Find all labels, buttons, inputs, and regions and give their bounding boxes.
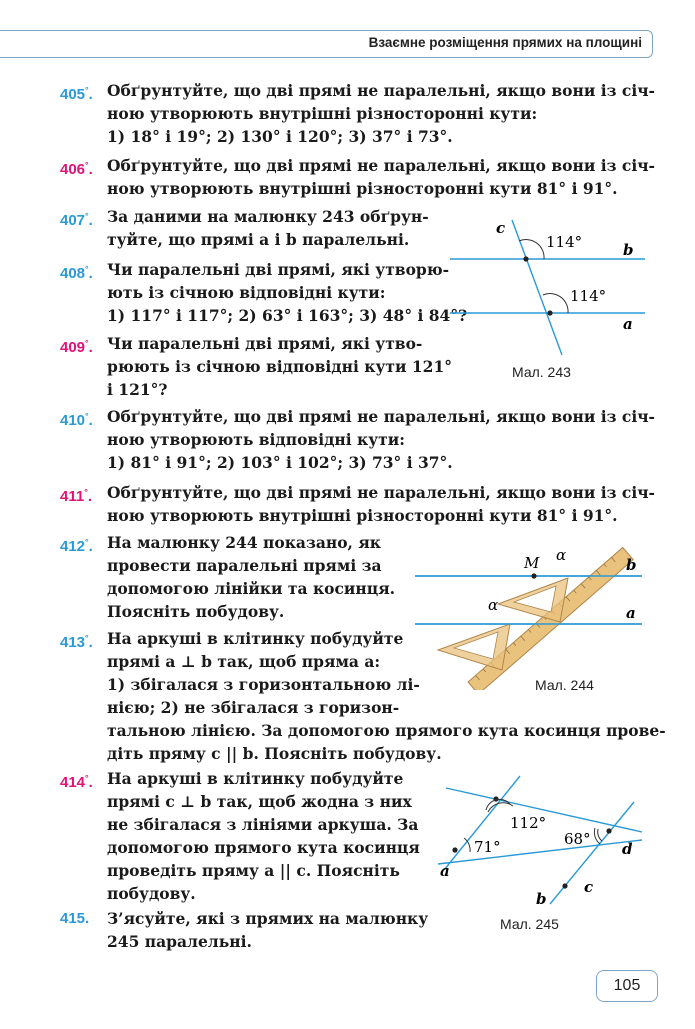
problem-text-line: прямі a ⊥ b так, щоб пряма a: [107,652,381,671]
problem-number: 415 [60,910,86,927]
problem-text-line: Чи паралельні дві прямі, які утворю- [107,260,450,279]
label-alpha: α [488,596,499,614]
problem-text-line: Поясніть побудову. [107,602,285,621]
angle-label: 71° [474,838,501,856]
problem-text-line: 1) 81° і 91°; 2) 103° і 102°; 3) 73° і 37°. [107,453,453,472]
angle-label: 114° [546,233,583,251]
angle-label: 112° [510,814,547,832]
label-a: a [626,604,636,622]
label-b: b [623,241,634,259]
angle-label: 114° [570,287,607,305]
problem-text-line: На малюнку 244 показано, як [107,533,381,552]
label-a: a [440,862,450,880]
label-d: d [622,840,633,858]
problem-text-line: 1) 18° і 19°; 2) 130° і 120°; 3) 37° і 73°. [107,127,453,146]
figure-244 [410,540,650,690]
problem-text-line: З’ясуйте, які з прямих на малюнку [107,909,429,928]
problem-text-line: На аркуші в клітинку побудуйте [107,769,404,788]
label-a: a [623,315,633,333]
problem-text-line: не збігалася з лініями аркуша. За [107,815,419,834]
problem-text-line: 245 паралельні. [107,932,252,951]
problem-412: 412°. На малюнку 244 показано, як провести паралельні прямі за допомогою лінійки та косинця. Поясніть побудову. [60,533,396,621]
figure-243 [440,215,650,380]
problem-text-line: побудову. [107,884,196,903]
label-c: c [584,878,594,896]
problem-text-line: Обґрунтуйте, що дві прямі не паралельні, якщо вони із січ- [107,407,655,426]
problem-number: 408 [60,265,86,282]
label-b: b [626,556,637,574]
label-alpha: α [556,546,567,564]
problem-text-line: провести паралельні прямі за [107,556,382,575]
problem-text-line: 1) збігалася з горизонтальною лі- [107,675,420,694]
problem-number: 414 [60,774,86,791]
problem-text-line: допомогою прямого кута косинця [107,838,420,857]
label-b: b [536,890,547,908]
problem-414: 414°. На аркуші в клітинку побудуйте прямі c ⊥ b так, щоб жодна з них не збігалася з лініями аркуша. За допомогою прямого кута косинця проведіть пряму a || c. Поясніть побудову. [60,769,420,903]
problem-413: 413°. На аркуші в клітинку побудуйте прямі a ⊥ b так, щоб пряма a: 1) збігалася з горизонтальною лі- нією; 2) не збігалася з горизон- тальною лінією. За допомогою прямого кута косинця прове- діть пряму c || b. Поясніть побудову. [60,629,666,763]
problem-text-line: діть пряму c || b. Поясніть побудову. [107,744,442,763]
problem-number: 411 [60,488,85,505]
figure-caption: Мал. 244 [535,677,594,693]
problem-text-line: Обґрунтуйте, що дві прямі не паралельні, якщо вони із січ- [107,156,655,175]
label-M: M [524,554,540,572]
angle-label: 68° [564,830,591,848]
problem-number: 405 [60,86,86,103]
problem-text-line: Чи паралельні дві прямі, які утво- [107,334,423,353]
problem-text-line: туйте, що прямі a і b паралельні. [107,230,410,249]
figure-caption: Мал. 243 [512,364,571,380]
problem-number: 407 [60,212,86,229]
chapter-title: Взаємне розміщення прямих на площині [368,35,642,50]
problem-text-line: Обґрунтуйте, що дві прямі не паралельні, якщо вони із січ- [107,81,655,100]
problem-407: 407°. За даними на малюнку 243 обґрун- туйте, що прямі a і b паралельні. [60,207,429,249]
problem-number: 409 [60,339,86,356]
page-number: 105 [613,977,641,994]
problem-text-line: рюють із січною відповідні кути 121° [107,357,452,376]
problem-text-line: ною утворюють внутрішні різносторонні кути: [107,104,538,123]
problem-405: 405°. Обґрунтуйте, що дві прямі не паралельні, якщо вони із січ- ною утворюють внутрішні різносторонні кути: 1) 18° і 19°; 2) 130° і 120°; 3) 37° і 73°. [60,81,655,146]
problem-number: 412 [60,538,86,555]
problem-408: 408°. Чи паралельні дві прямі, які утворю- ють із січною відповідні кути: 1) 117° і 117°; 2) 63° і 163°; 3) 48° і 84°? [60,260,468,325]
problem-text-line: 1) 117° і 117°; 2) 63° і 163°; 3) 48° і 84°? [107,306,468,325]
problem-text-line: ною утворюють внутрішні різносторонні кути 81° і 91°. [107,506,618,525]
page-number-box [596,970,658,1002]
problem-text-line: ють із січною відповідні кути: [107,283,386,302]
problem-410: 410°. Обґрунтуйте, що дві прямі не паралельні, якщо вони із січ- ною утворюють відповідні кути: 1) 81° і 91°; 2) 103° і 102°; 3) 73° і 37°. [60,407,655,472]
problem-text-line: нією; 2) не збігалася з горизон- [107,698,400,717]
chapter-header [0,30,653,58]
problem-text-line: тальною лінією. За допомогою прямого кута косинця прове- [107,721,666,740]
problem-text-line: допомогою лінійки та косинця. [107,579,396,598]
problem-409: 409°. Чи паралельні дві прямі, які утво- рюють із січною відповідні кути 121° і 121°? [60,334,452,399]
problem-text-line: Обґрунтуйте, що дві прямі не паралельні, якщо вони із січ- [107,483,655,502]
problem-text-line: ною утворюють відповідні кути: [107,430,405,449]
problem-text-line: прямі c ⊥ b так, щоб жодна з них [107,792,412,811]
problem-text-line: ною утворюють внутрішні різносторонні кути 81° і 91°. [107,179,618,198]
problem-406: 406°. Обґрунтуйте, що дві прямі не паралельні, якщо вони із січ- ною утворюють внутрішні різносторонні кути 81° і 91°. [60,156,655,198]
problem-number: 406 [60,161,86,178]
figure-caption: Мал. 245 [500,916,559,932]
problem-number: 413 [60,634,86,651]
problem-text-line: і 121°? [107,380,168,399]
problem-415: 415. З’ясуйте, які з прямих на малюнку 245 паралельні. [60,909,429,951]
problem-text-line: За даними на малюнку 243 обґрун- [107,207,429,226]
problem-text-line: На аркуші в клітинку побудуйте [107,629,404,648]
label-c: c [496,219,506,237]
problem-number: 410 [60,412,86,429]
figure-245 [430,768,652,908]
problem-411: 411°. Обґрунтуйте, що дві прямі не паралельні, якщо вони із січ- ною утворюють внутрішні різносторонні кути 81° і 91°. [60,483,655,525]
problem-text-line: проведіть пряму a || c. Поясніть [107,861,400,880]
